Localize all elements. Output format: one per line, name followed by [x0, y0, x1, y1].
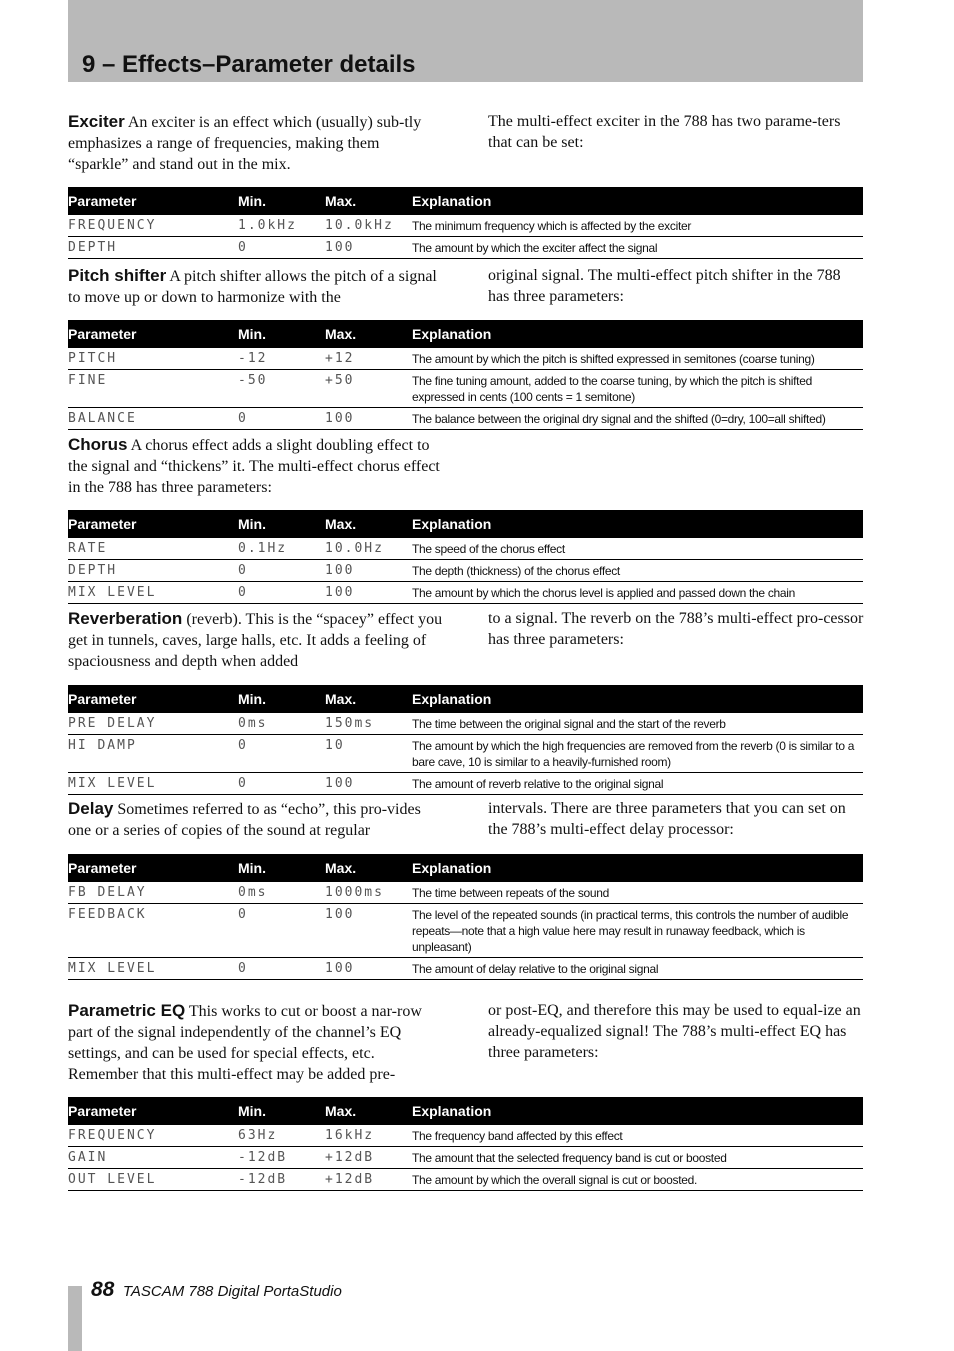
- section-left-text: A pitch shifter allows the pitch of a signal to move up or down to harmonize with the: [68, 268, 437, 306]
- table-header-row: [68, 320, 863, 348]
- max-value: +12dB: [325, 1169, 412, 1191]
- explanation: The balance between the original dry signal and the shifted (0=dry, 100=all shifted): [412, 408, 863, 430]
- table-row: [68, 773, 863, 795]
- section-title: Chorus: [68, 435, 128, 454]
- table-row: [68, 237, 863, 259]
- table-header-row: [68, 1097, 863, 1125]
- parameter-table: [68, 510, 863, 604]
- parameter-name: MIX LEVEL: [68, 958, 238, 980]
- parameter-name: FINE: [68, 370, 238, 408]
- table-row: [68, 713, 863, 735]
- parameter-name: OUT LEVEL: [68, 1169, 238, 1191]
- parameter-name: DEPTH: [68, 560, 238, 582]
- min-value: 0.1Hz: [238, 538, 325, 560]
- max-value: 150ms: [325, 713, 412, 735]
- page-title: 9 – Effects–Parameter details: [82, 51, 416, 78]
- column-header: Parameter: [68, 854, 238, 882]
- column-header: Parameter: [68, 187, 238, 215]
- max-value: 1000ms: [325, 882, 412, 904]
- parameter-name: FEEDBACK: [68, 904, 238, 958]
- explanation: The level of the repeated sounds (in practical terms, this controls the number of audible repeats—note that a high value here may result in runaway feedback, which is unpleasant): [412, 904, 863, 958]
- table-header-row: [68, 685, 863, 713]
- column-header: Max.: [325, 685, 412, 713]
- explanation: The amount by which the chorus level is applied and passed down the chain: [412, 582, 863, 604]
- parameter-table: [68, 685, 863, 795]
- column-header: Min.: [238, 510, 325, 538]
- parameter-name: DEPTH: [68, 237, 238, 259]
- column-header: Min.: [238, 1097, 325, 1125]
- column-header: Max.: [325, 320, 412, 348]
- column-header: Max.: [325, 187, 412, 215]
- min-value: 0: [238, 773, 325, 795]
- parameter-name: FREQUENCY: [68, 215, 238, 237]
- min-value: 0ms: [238, 713, 325, 735]
- min-value: 0: [238, 735, 325, 773]
- min-value: -50: [238, 370, 325, 408]
- column-header: Parameter: [68, 320, 238, 348]
- parameter-name: MIX LEVEL: [68, 773, 238, 795]
- explanation: The speed of the chorus effect: [412, 538, 863, 560]
- section-left-text: Sometimes referred to as “echo”, this pro-vides one or a series of copies of the sound at regular: [68, 801, 421, 839]
- section-left-text: A chorus effect adds a slight doubling effect to the signal and “thickens” it. The multi-effect chorus effect in the 788 has three parameters:: [68, 437, 440, 496]
- table-row: [68, 582, 863, 604]
- column-header: Min.: [238, 685, 325, 713]
- table-row: [68, 735, 863, 773]
- product-name: TASCAM 788 Digital PortaStudio: [122, 1283, 342, 1300]
- parameter-table: [68, 854, 863, 980]
- section-title: Exciter: [68, 112, 125, 131]
- explanation: The amount of delay relative to the original signal: [412, 958, 863, 980]
- column-header: Max.: [325, 1097, 412, 1125]
- table-row: [68, 904, 863, 958]
- table-row: [68, 560, 863, 582]
- explanation: The fine tuning amount, added to the coarse tuning, by which the pitch is shifted expressed in cents (100 cents = 1 semitone): [412, 370, 863, 408]
- column-header: Explanation: [412, 320, 863, 348]
- section-right-text: intervals. There are three parameters that you can set on the 788’s multi-effect delay processor:: [488, 800, 846, 838]
- section-title: Delay: [68, 799, 114, 818]
- table-row: [68, 882, 863, 904]
- max-value: 16kHz: [325, 1125, 412, 1147]
- min-value: 0: [238, 237, 325, 259]
- max-value: 100: [325, 408, 412, 430]
- table-row: [68, 348, 863, 370]
- page-number: 88: [91, 1278, 115, 1301]
- max-value: +12: [325, 348, 412, 370]
- parameter-name: GAIN: [68, 1147, 238, 1169]
- table-row: [68, 1147, 863, 1169]
- explanation: The frequency band affected by this effect: [412, 1125, 863, 1147]
- min-value: 1.0kHz: [238, 215, 325, 237]
- table-row: [68, 408, 863, 430]
- min-value: -12dB: [238, 1169, 325, 1191]
- section-intro-left: [68, 265, 443, 308]
- column-header: Min.: [238, 320, 325, 348]
- section-intro-left: [68, 111, 443, 175]
- max-value: 100: [325, 904, 412, 958]
- min-value: 0: [238, 904, 325, 958]
- min-value: -12dB: [238, 1147, 325, 1169]
- section-title: Reverberation: [68, 609, 183, 628]
- column-header: Parameter: [68, 510, 238, 538]
- explanation: The time between repeats of the sound: [412, 882, 863, 904]
- explanation: The amount by which the high frequencies are removed from the reverb (0 is similar to a bare cave, 10 is similar to a heavily-furnished room): [412, 735, 863, 773]
- parameter-table: [68, 187, 863, 259]
- section-intro-left: [68, 798, 443, 841]
- section-left-text: (reverb). This is the “spacey” effect you get in tunnels, caves, large halls, etc. It adds a feeling of spaciousness and depth when added: [68, 611, 443, 670]
- column-header: Max.: [325, 510, 412, 538]
- footer: [91, 1278, 342, 1302]
- table-row: [68, 1125, 863, 1147]
- section-left-text: An exciter is an effect which (usually) sub-tly emphasizes a range of frequencies, making them “sparkle” and stand out in the mix.: [68, 114, 422, 173]
- column-header: Parameter: [68, 685, 238, 713]
- explanation: The amount of reverb relative to the original signal: [412, 773, 863, 795]
- column-header: Parameter: [68, 1097, 238, 1125]
- max-value: 10.0Hz: [325, 538, 412, 560]
- section-intro-left: [68, 608, 443, 672]
- min-value: 0: [238, 408, 325, 430]
- explanation: The amount by which the overall signal is cut or boosted.: [412, 1169, 863, 1191]
- section-intro-left: [68, 1000, 443, 1085]
- parameter-table: [68, 320, 863, 430]
- max-value: 100: [325, 582, 412, 604]
- table-header-row: [68, 187, 863, 215]
- parameter-name: FREQUENCY: [68, 1125, 238, 1147]
- min-value: 0ms: [238, 882, 325, 904]
- max-value: +50: [325, 370, 412, 408]
- column-header: Explanation: [412, 854, 863, 882]
- min-value: 63Hz: [238, 1125, 325, 1147]
- min-value: -12: [238, 348, 325, 370]
- explanation: The amount by which the exciter affect the signal: [412, 237, 863, 259]
- explanation: The depth (thickness) of the chorus effect: [412, 560, 863, 582]
- parameter-name: PITCH: [68, 348, 238, 370]
- column-header: Min.: [238, 854, 325, 882]
- parameter-name: HI DAMP: [68, 735, 238, 773]
- min-value: 0: [238, 958, 325, 980]
- parameter-table: [68, 1097, 863, 1191]
- parameter-name: RATE: [68, 538, 238, 560]
- column-header: Explanation: [412, 685, 863, 713]
- table-header-row: [68, 854, 863, 882]
- max-value: +12dB: [325, 1147, 412, 1169]
- section-left-text: This works to cut or boost a nar-row part of the signal independently of the channel’s EQ settings, and can be used for special effects, etc. Remember that this multi-effect may be added pre-: [68, 1003, 422, 1083]
- explanation: The minimum frequency which is affected by the exciter: [412, 215, 863, 237]
- explanation: The time between the original signal and the start of the reverb: [412, 713, 863, 735]
- section-intro-left: [68, 434, 443, 498]
- column-header: Max.: [325, 854, 412, 882]
- section-title: Parametric EQ: [68, 1001, 186, 1020]
- explanation: The amount by which the pitch is shifted expressed in semitones (coarse tuning): [412, 348, 863, 370]
- max-value: 100: [325, 560, 412, 582]
- max-value: 10: [325, 735, 412, 773]
- column-header: Min.: [238, 187, 325, 215]
- parameter-name: FB DELAY: [68, 882, 238, 904]
- table-header-row: [68, 510, 863, 538]
- column-header: Explanation: [412, 510, 863, 538]
- section-right-text: or post-EQ, and therefore this may be used to equal-ize an already-equalized signal! The 788’s multi-effect EQ has three parameters:: [488, 1002, 861, 1061]
- explanation: The amount that the selected frequency band is cut or boosted: [412, 1147, 863, 1169]
- parameter-name: MIX LEVEL: [68, 582, 238, 604]
- column-header: Explanation: [412, 187, 863, 215]
- section-right-text: The multi-effect exciter in the 788 has two parame-ters that can be set:: [488, 113, 841, 151]
- column-header: Explanation: [412, 1097, 863, 1125]
- table-row: [68, 215, 863, 237]
- min-value: 0: [238, 582, 325, 604]
- table-row: [68, 538, 863, 560]
- max-value: 10.0kHz: [325, 215, 412, 237]
- table-row: [68, 1169, 863, 1191]
- table-row: [68, 958, 863, 980]
- min-value: 0: [238, 560, 325, 582]
- parameter-name: BALANCE: [68, 408, 238, 430]
- max-value: 100: [325, 958, 412, 980]
- section-right-text: to a signal. The reverb on the 788’s multi-effect pro-cessor has three parameters:: [488, 610, 864, 648]
- parameter-name: PRE DELAY: [68, 713, 238, 735]
- section-title: Pitch shifter: [68, 266, 167, 285]
- max-value: 100: [325, 237, 412, 259]
- max-value: 100: [325, 773, 412, 795]
- section-right-text: original signal. The multi-effect pitch shifter in the 788 has three parameters:: [488, 267, 841, 305]
- table-row: [68, 370, 863, 408]
- footer-bar: [68, 1286, 82, 1351]
